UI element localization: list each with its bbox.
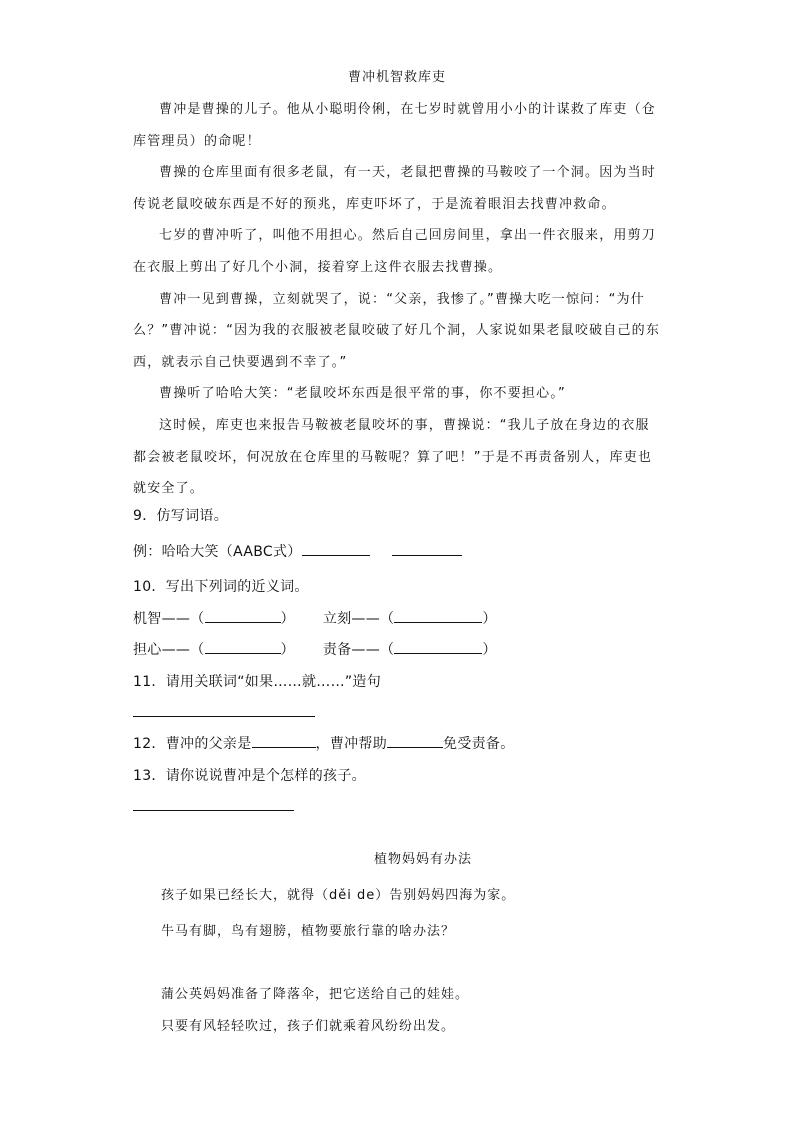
story-title: 曹冲机智救库吏 [347,70,446,85]
poem-line: 蒲公英妈妈准备了降落伞，把它送给自己的娃娃。 [161,987,470,1002]
question-9: 9．仿写词语。 [133,508,229,524]
word-zebei: 责备——（ [322,642,395,658]
story-paragraph: 七岁的曹冲听了，叫他不用担心。然后自己回房间里，拿出一件衣服来，用剪刀在衣服上剪出了好几个小洞，接着穿上这件衣服去找曹操。 [133,228,657,275]
question-10-row-2 [133,639,497,659]
question-12-row [133,733,515,753]
answer-blank[interactable] [392,541,462,556]
word-jizhi: 机智——（ [133,611,205,627]
answer-line[interactable] [133,810,294,811]
word-danxin: 担心——（ [133,642,205,658]
poem-line: 牛马有脚，鸟有翅膀，植物要旅行靠的啥办法？ [161,924,456,939]
question-11: 11．请用关联词“如果……就……”造句 [133,674,382,690]
story-paragraph: 这时候，库吏也来报告马鞍被老鼠咬坏的事，曹操说：“我儿子放在身边的衣服都会被老鼠咬坏，何况放在仓库里的马鞍呢？算了吧！”于是不再责备别人，库吏也就安全了。 [133,417,653,497]
story-paragraph: 曹冲一见到曹操，立刻就哭了，说：“父亲，我惨了。”曹操大吃一惊问：“为什么？”曹冲说：“因为我的衣服被老鼠咬破了好几个洞，人家说如果老鼠咬破自己的东西，就表示自己快要遇到不幸了。” [133,291,661,370]
story-body [133,94,663,505]
close-paren: ） [482,611,497,627]
poem-line: 只要有风轻轻吹过，孩子们就乘着风纷纷出发。 [161,1019,456,1034]
word-like: 立刻——（ [322,611,395,627]
close-paren: ） [280,611,295,627]
answer-blank[interactable] [302,541,370,556]
question-12-part-c: 免受责备。 [443,736,515,752]
question-9-example-row [133,541,462,561]
close-paren: ） [280,642,295,658]
question-13: 13．请你说说曹冲是个怎样的孩子。 [133,768,366,784]
story-paragraph: 曹操的仓库里面有很多老鼠，有一天，老鼠把曹操的马鞍咬了一个洞。因为当时传说老鼠咬破东西是不好的预兆，库吏吓坏了，于是流着眼泪去找曹冲救命。 [133,165,657,212]
question-10: 10．写出下列词的近义词。 [133,579,309,595]
story-paragraph: 曹冲是曹操的儿子。他从小聪明伶俐，在七岁时就曾用小小的计谋救了库吏（仓库管理员）的命呢！ [133,102,657,149]
poem-title: 植物妈妈有办法 [374,852,473,867]
answer-line[interactable] [133,716,315,717]
answer-blank[interactable] [205,608,281,623]
question-12-part-b: ，曹冲帮助 [315,736,388,752]
story-paragraph: 曹操听了哈哈大笑：“老鼠咬坏东西是很平常的事，你不要担心。” [159,386,566,402]
question-10-row-1 [133,608,497,628]
answer-blank[interactable] [387,733,443,748]
answer-blank[interactable] [394,608,482,623]
question-12-part-a: 12．曹冲的父亲是 [133,736,252,752]
poem-line: 孩子如果已经长大，就得（děi de）告别妈妈四海为家。 [161,888,516,903]
answer-blank[interactable] [394,639,482,654]
close-paren: ） [482,642,497,658]
answer-blank[interactable] [252,733,316,748]
answer-blank[interactable] [205,639,281,654]
question-9-example: 例：哈哈大笑（AABC式） [133,544,302,560]
